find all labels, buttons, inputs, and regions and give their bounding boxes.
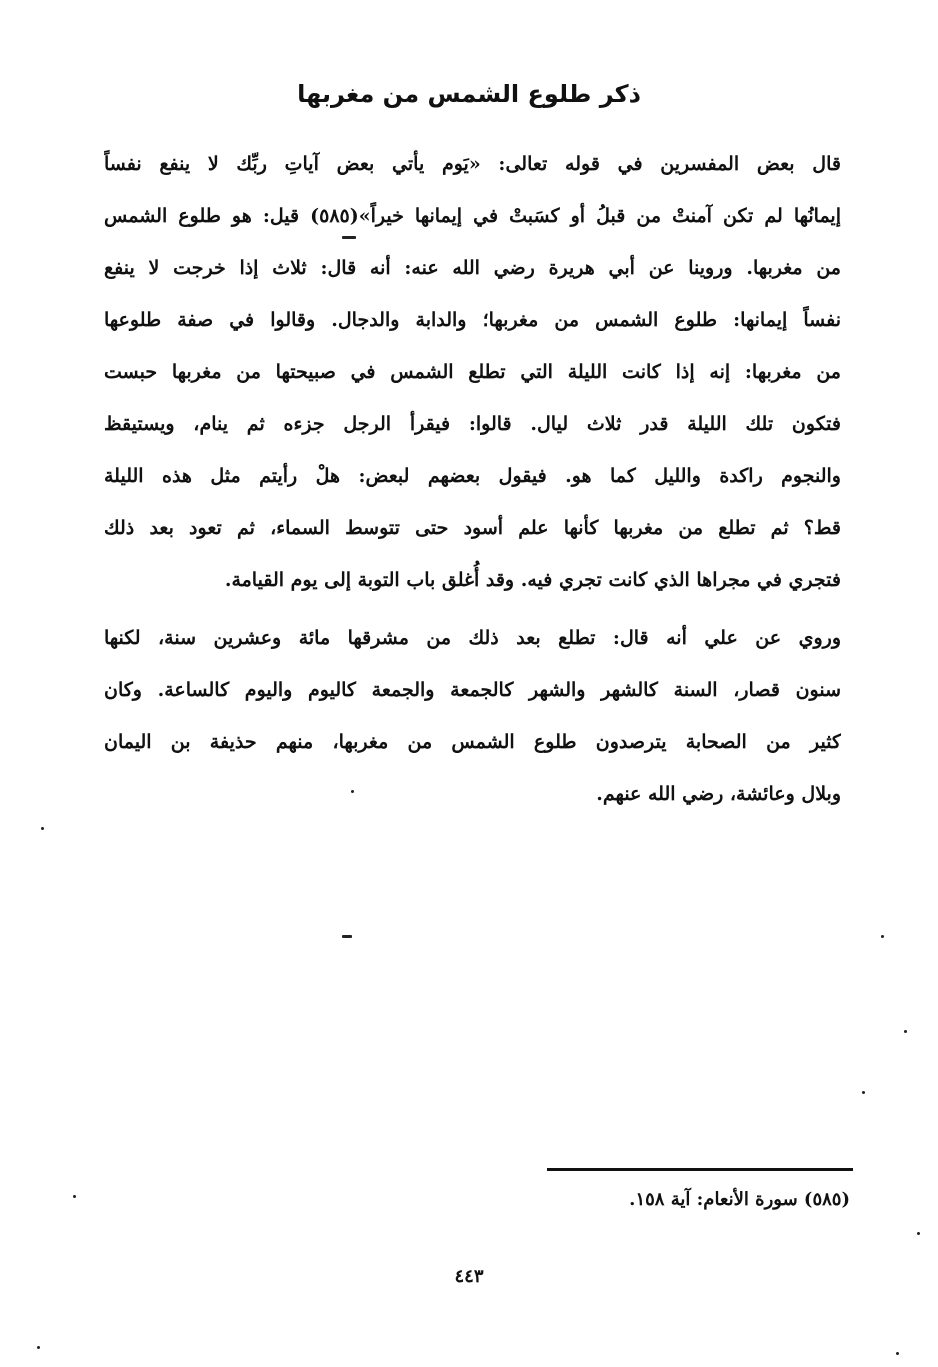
text-line: نفساً إيمانها: طلوع الشمس من مغربها؛ والدابة والدجال. وقالوا في صفة طلوعها (104, 309, 841, 331)
text-line: من مغربها. وروينا عن أبي هريرة رضي الله عنه: أنه قال: ثلاث إذا خرجت لا ينفع (104, 257, 841, 279)
scan-speck (41, 827, 44, 830)
paragraph-1 (104, 138, 841, 606)
text-line: سنون قصار، السنة كالشهر والشهر كالجمعة والجمعة كاليوم واليوم كالساعة. وكان (104, 679, 841, 701)
scan-speck (342, 236, 356, 239)
scan-speck (896, 1352, 899, 1355)
footnote-divider (547, 1168, 853, 1171)
page-number: ٤٤٣ (454, 1266, 484, 1287)
text-line: كثير من الصحابة يترصدون طلوع الشمس من مغربها، منهم حذيفة بن اليمان (104, 731, 841, 753)
paragraph-2 (104, 612, 841, 820)
scan-speck (881, 935, 884, 938)
scan-speck (342, 935, 352, 938)
text-line: فتجري في مجراها الذي كانت تجري فيه. وقد أُغلق باب التوبة إلى يوم القيامة. (224, 569, 841, 591)
text-line: قال بعض المفسرين في قوله تعالى: «يَوم يأتي بعض آياتِ ربِّك لا ينفع نفساً (104, 153, 841, 175)
text-line: والنجوم راكدة والليل كما هو. فيقول بعضهم لبعض: هلْ رأيتم مثل هذه الليلة (104, 465, 841, 487)
footnote: (٥٨٥) سورة الأنعام: آية ١٥٨. (629, 1189, 850, 1210)
text-line: وبلال وعائشة، رضي الله عنهم. (596, 783, 841, 805)
scan-speck (917, 1232, 920, 1235)
page-title: ذكر طلوع الشمس من مغربها (297, 80, 641, 108)
text-line: وروي عن علي أنه قال: تطلع بعد ذلك من مشرقها مائة وعشرين سنة، لكنها (104, 627, 841, 649)
text-line: قط؟ ثم تطلع من مغربها كأنها علم أسود حتى تتوسط السماء، ثم تعود بعد ذلك (104, 517, 841, 539)
text-line: من مغربها: إنه إذا كانت الليلة التي تطلع الشمس في صبيحتها من مغربها حبست (104, 361, 841, 383)
scan-speck (904, 1030, 907, 1033)
text-line: فتكون تلك الليلة قدر ثلاث ليال. قالوا: فيقرأ الرجل جزءه ثم ينام، ويستيقظ (104, 413, 841, 435)
scan-speck (37, 1346, 40, 1349)
scan-speck (351, 790, 354, 793)
scan-speck (73, 1195, 76, 1198)
text-line: إيمانُها لم تكن آمنتْ من قبلُ أو كسَبتْ في إيمانها خيراً»(٥٨٥) قيل: هو طلوع الشمس (104, 205, 841, 227)
scan-speck (862, 1091, 865, 1094)
